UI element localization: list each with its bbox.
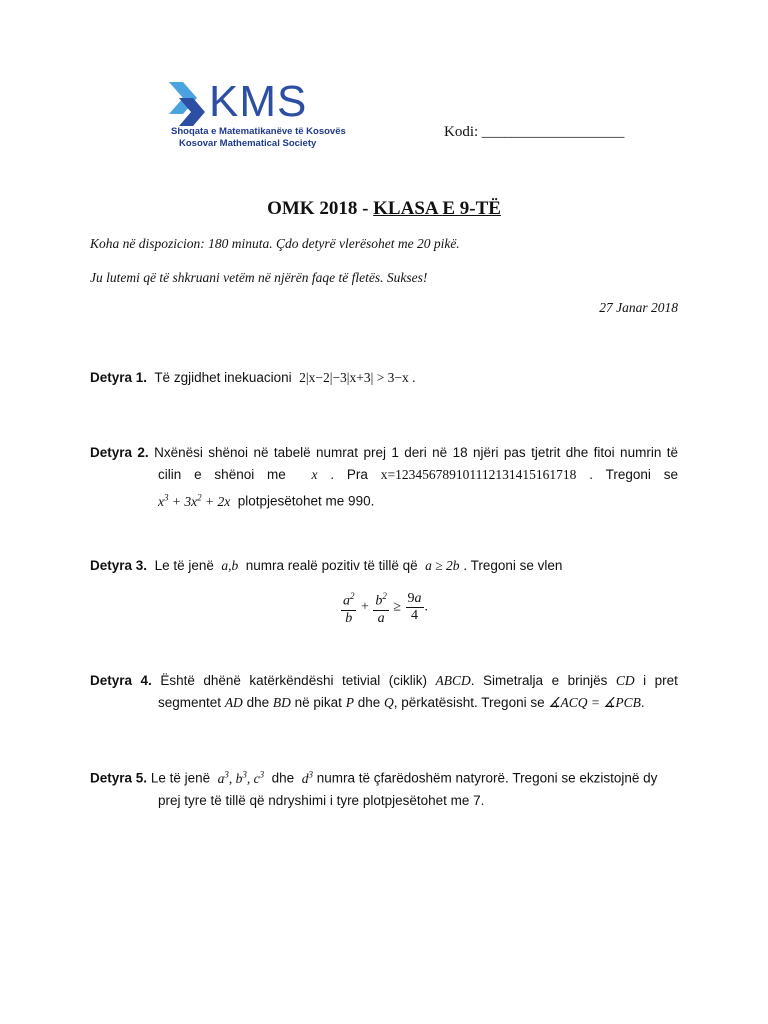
task-3-text-3: . Tregoni se vlen: [463, 558, 563, 573]
task-4-label: Detyra 4.: [90, 673, 152, 688]
task-4: [90, 670, 678, 714]
task-1-text: Të zgjidhet inekuacioni: [154, 370, 292, 385]
task-2-label: Detyra 2.: [90, 445, 149, 460]
task-3-condition: a ≥ 2b: [425, 558, 460, 573]
task-2-text-5: plotpjesëtohet me 990.: [237, 493, 375, 509]
task-1: [90, 367, 678, 389]
task-5-cubes: $a^3$, $b^3$, $c^3$: [217, 769, 265, 786]
task-2-text-3: . Pra: [330, 467, 368, 482]
task-4-point-q: Q: [384, 695, 394, 710]
task-3-vars: a,b: [221, 558, 239, 573]
kms-logo-mark-icon: [165, 80, 207, 130]
title-class: KLASA E 9-TË: [373, 198, 501, 219]
intro-time: Koha në dispozicion: 180 minuta. Çdo detyrë vlerësohet me 20 pikë.: [90, 236, 460, 251]
logo-title: KMS: [209, 77, 308, 126]
kms-logo: [165, 77, 346, 152]
task-3-label: Detyra 3.: [90, 558, 148, 573]
logo-subtitle-albanian: Shoqata e Matematikanëve të Kosovës: [171, 126, 346, 137]
intro-instructions: Ju lutemi që të shkruani vetëm në njërën faqe të fletës. Sukses!: [90, 270, 428, 285]
task-5-text-1: Le të jenë: [150, 770, 211, 786]
exam-date: 27 Janar 2018: [599, 300, 678, 315]
task-2-text-2: cilin e shënoi me: [158, 467, 286, 482]
task-4-text-6: në pikat: [294, 695, 342, 710]
task-4-text-8: , përkatësisht. Tregoni se: [393, 695, 545, 710]
page-title: [0, 198, 768, 220]
task-2-text-4: . Tregoni se: [589, 467, 678, 482]
task-4-text-2: . Simetralja e brinjës: [470, 673, 608, 688]
task-4-point-p: P: [345, 695, 354, 710]
task-3-text-2: numra realë pozitiv të tillë që: [245, 558, 418, 573]
task-4-side: CD: [615, 673, 635, 688]
task-5-text-4: prej tyre të tillë që ndryshimi i tyre plotpjesëtohet me 7.: [158, 792, 485, 808]
task-2-polynomial: $x^3 + 3x^2 + 2x$: [158, 492, 231, 509]
logo-subtitle-english: Kosovar Mathematical Society: [179, 138, 317, 149]
task-5-text-3: numra të çfarëdoshëm natyrorë. Tregoni se ekzistojnë dy: [316, 770, 658, 786]
task-1-inequality: 2|x−2|−3|x+3| > 3−x .: [299, 370, 416, 385]
task-2-text-1: Nxënësi shënoi në tabelë numrat prej 1 deri në 18 njëri pas tjetrit dhe fitoi numrin të: [154, 445, 678, 460]
task-4-quad: ABCD: [435, 673, 471, 688]
title-prefix: OMK 2018 -: [267, 198, 374, 219]
code-field: Kodi: ___________________: [444, 124, 625, 140]
task-4-end: .: [640, 695, 645, 710]
task-4-text-4: segmentet: [158, 695, 222, 710]
task-4-text-1: Është dhënë katërkëndëshi tetivial (ciklik): [160, 673, 427, 688]
task-1-label: Detyra 1.: [90, 370, 148, 385]
task-3-text-1: Le të jenë: [154, 558, 214, 573]
task-4-text-7: dhe: [357, 695, 381, 710]
task-4-seg-1: AD: [224, 695, 243, 710]
task-2: [90, 442, 678, 513]
task-2-var: x: [311, 467, 318, 482]
task-3-inequality: $\frac{a^2}{b}$ + $\frac{b^2}{a}$ ≥ $\frac{9a}{4}$ .: [0, 588, 768, 627]
task-4-text-5: dhe: [246, 695, 270, 710]
task-4-seg-2: BD: [272, 695, 291, 710]
task-5-label: Detyra 5.: [90, 770, 148, 786]
task-4-text-3: i pret: [643, 673, 678, 688]
task-5: [90, 763, 678, 812]
task-2-number: x=123456789101112131415161718: [380, 467, 577, 482]
task-5-text-2: dhe: [271, 770, 295, 786]
task-4-angle-equation: ∡ACQ = ∡PCB: [548, 695, 641, 710]
task-5-d-cube: $d^3$: [301, 769, 313, 786]
task-3: [90, 555, 678, 577]
